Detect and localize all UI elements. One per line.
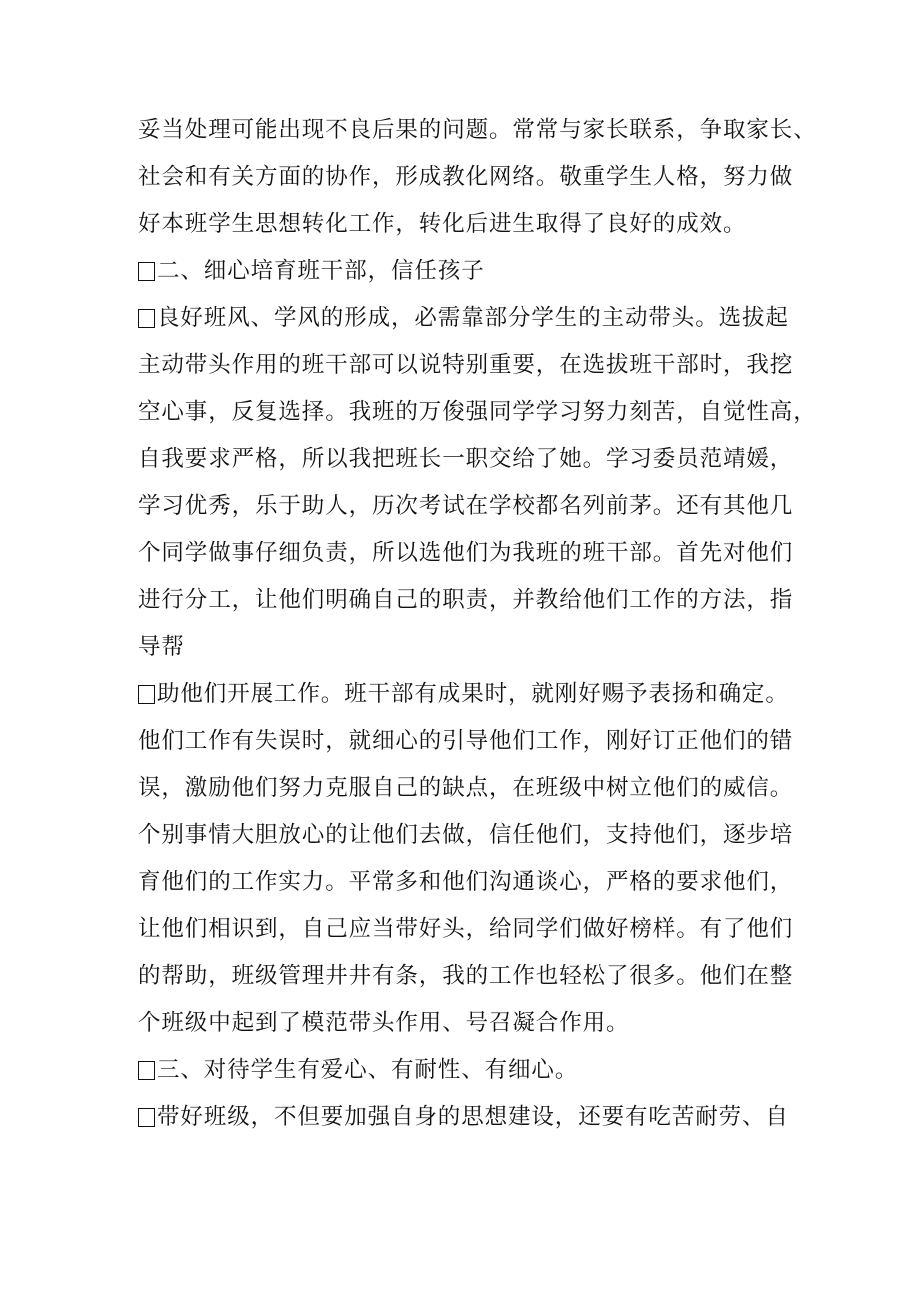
paragraph-line: 良好班风、学风的形成，必需靠部分学生的主动带头。选拔起: [138, 300, 789, 336]
paragraph-line: 助他们开展工作。班干部有成果时，就刚好赐予表扬和确定。: [138, 676, 789, 712]
paragraph-line: 导帮: [138, 634, 185, 660]
paragraph-line: 的帮助，班级管理井井有条，我的工作也轻松了很多。他们在整: [138, 963, 794, 989]
paragraph-line: 个同学做事仔细负责，所以选他们为我班的班干部。首先对他们: [138, 540, 794, 566]
paragraph-line: 个班级中起到了模范带头作用、号召凝合作用。: [138, 1010, 630, 1036]
paragraph-line: 带好班级，不但要加强自身的思想建设，还要有吃苦耐劳、自: [138, 1099, 789, 1135]
missing-glyph-box-icon: [138, 1108, 155, 1127]
paragraph-line: 主动带头作用的班干部可以说特别重要，在选拔班干部时，我挖: [138, 352, 794, 378]
paragraph-line: 进行分工，让他们明确自己的职责，并教给他们工作的方法，指: [138, 587, 794, 613]
paragraph-line: 让他们相识到，自己应当带好头，给同学们做好榜样。有了他们: [138, 916, 794, 942]
paragraph-line: 他们工作有失误时，就细心的引导他们工作，刚好订正他们的错: [138, 728, 794, 754]
missing-glyph-box-icon: [138, 309, 155, 328]
paragraph-line: 育他们的工作实力。平常多和他们沟通谈心，严格的要求他们，: [138, 869, 794, 895]
paragraph-line: 个别事情大胆放心的让他们去做，信任他们，支持他们，逐步培: [138, 822, 794, 848]
paragraph-line: 社会和有关方面的协作，形成教化网络。敬重学生人格，努力做: [138, 164, 794, 190]
missing-glyph-box-icon: [138, 685, 155, 704]
section-heading-2: 二、细心培育班干部，信任孩子: [138, 253, 485, 289]
section-heading-3: 三、对待学生有爱心、有耐性、有细心。: [138, 1052, 578, 1088]
paragraph-line: 妥当处理可能出现不良后果的问题。常常与家长联系，争取家长、: [138, 117, 817, 143]
missing-glyph-box-icon: [138, 1061, 155, 1080]
paragraph-line: 好本班学生思想转化工作，转化后进生取得了良好的成效。: [138, 211, 747, 237]
missing-glyph-box-icon: [138, 262, 155, 281]
paragraph-line: 学习优秀，乐于助人，历次考试在学校都名列前茅。还有其他几: [138, 493, 794, 519]
paragraph-line: 空心事，反复选择。我班的万俊强同学学习努力刻苦，自觉性高，: [138, 399, 817, 425]
paragraph-line: 自我要求严格，所以我把班长一职交给了她。学习委员范靖媛，: [138, 446, 794, 472]
paragraph-line: 误，激励他们努力克服自己的缺点，在班级中树立他们的威信。: [138, 775, 794, 801]
